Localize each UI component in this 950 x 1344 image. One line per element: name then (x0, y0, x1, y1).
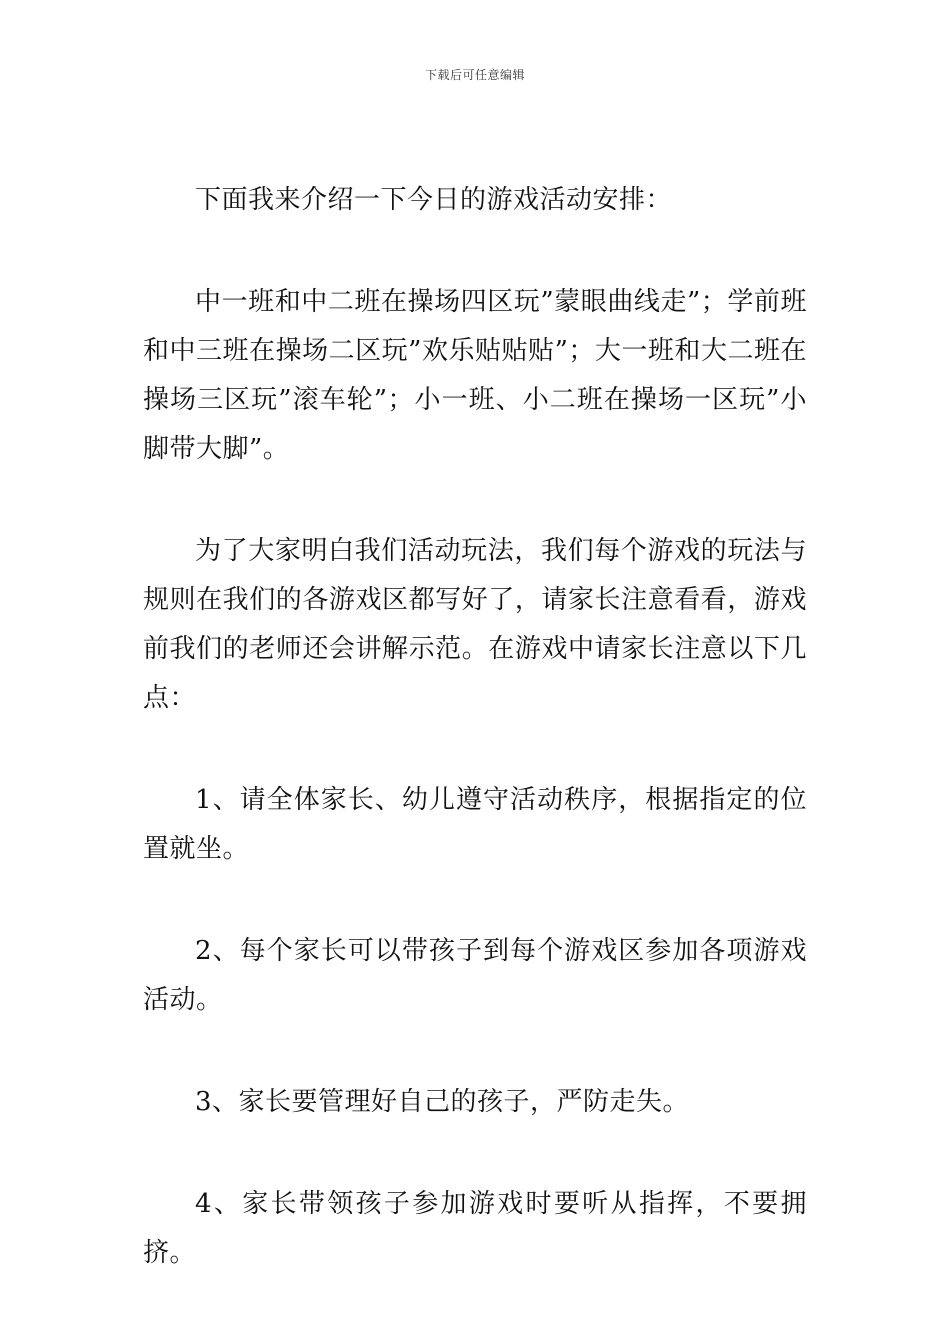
paragraph-rules-notice: 为了大家明白我们活动玩法，我们每个游戏的玩法与规则在我们的各游戏区都写好了，请家长注意看看，游戏前我们的老师还会讲解示范。在游戏中请家长注意以下几点： (143, 536, 807, 713)
paragraph-gap (143, 474, 807, 527)
paragraph-gap (143, 1127, 807, 1180)
paragraph-intro: 下面我来介绍一下今日的游戏活动安排： (195, 185, 673, 215)
paragraph-gap (143, 225, 807, 278)
page-header-note: 下载后可任意编辑 (424, 68, 525, 82)
list-item-rule-2: 2、每个家长可以带孩子到每个游戏区参加各项游戏活动。 (143, 936, 807, 1015)
list-item-rule-1: 1、请全体家长、幼儿遵守活动秩序，根据指定的位置就坐。 (143, 785, 807, 864)
paragraph-gap (143, 723, 807, 776)
list-item-rule-3: 3、家长要管理好自己的孩子，严防走失。 (195, 1087, 690, 1117)
paragraph-gap (143, 874, 807, 927)
list-item-rule-4: 4、家长带领孩子参加游戏时要听从指挥，不要拥挤。 (143, 1189, 807, 1268)
paragraph-game-schedule: 中一班和中二班在操场四区玩”蒙眼曲线走”；学前班和中三班在操场二区玩”欢乐贴贴贴”；大一班和大二班在操场三区玩”滚车轮”；小一班、小二班在操场一区玩”小脚带大脚”。 (143, 287, 807, 464)
document-body (143, 176, 807, 1278)
paragraph-gap (143, 1025, 807, 1078)
